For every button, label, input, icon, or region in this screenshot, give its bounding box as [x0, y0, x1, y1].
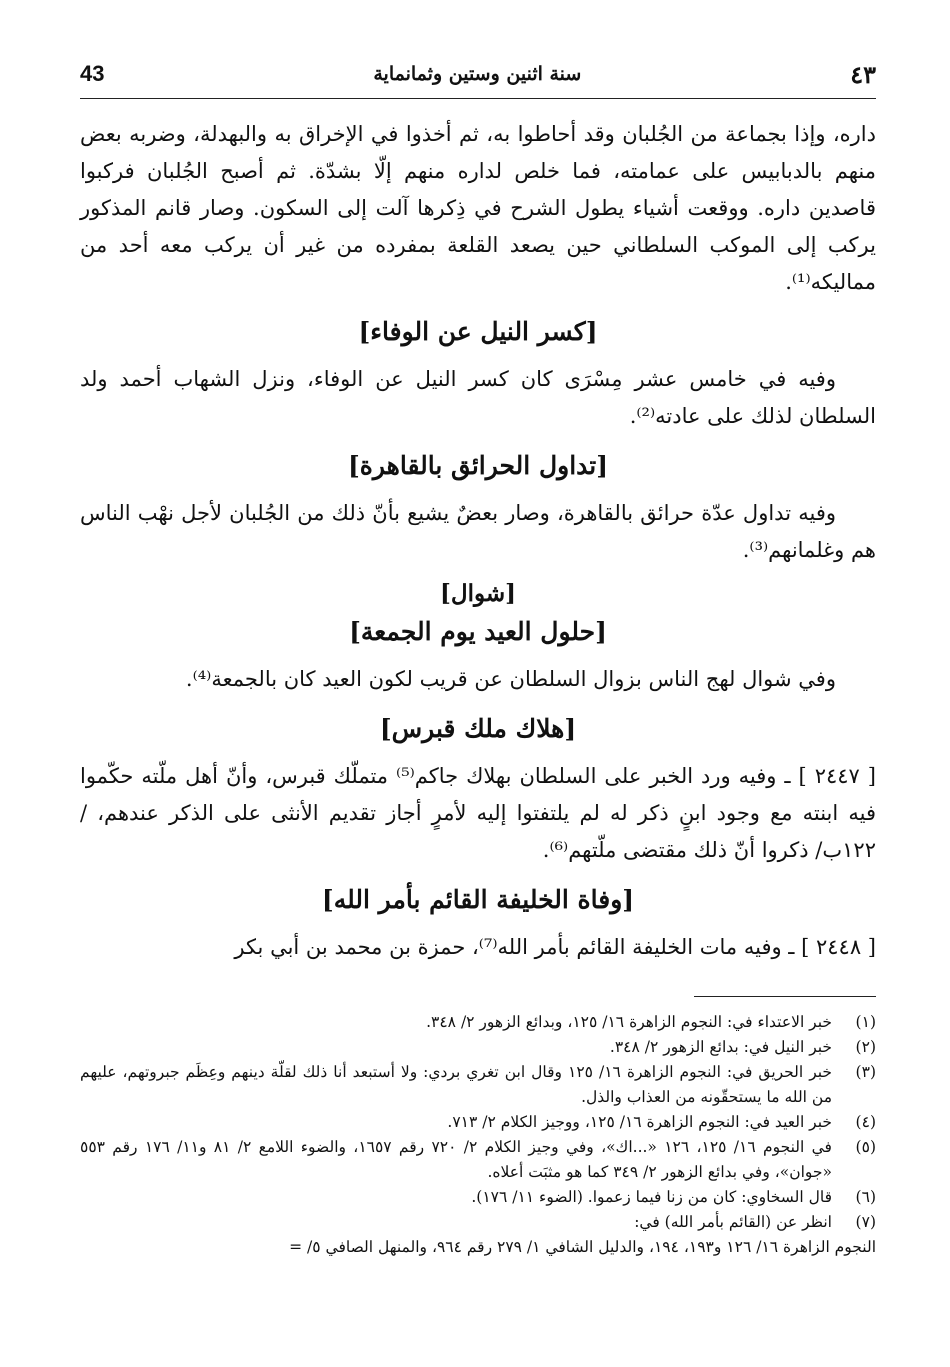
heading-caliph: [وفاة الخليفة القائم بأمر الله] [321, 885, 635, 914]
footnote-6 [80, 1185, 876, 1210]
footnote-number: (٤) [855, 1113, 876, 1131]
footnote-7-continuation: النجوم الزاهرة ١٦/ ١٢٦ و١٩٣، ١٩٤، والدليل الشافي ١/ ٢٧٩ رقم ٩٦٤، والمنهل الصافي ٥/ = [289, 1238, 876, 1256]
heading-fires: [تداول الحرائق بالقاهرة] [347, 451, 609, 480]
heading-eid: [حلول العيد يوم الجمعة] [349, 617, 607, 646]
footnote-number: (٢) [855, 1038, 876, 1056]
header-rule [80, 98, 876, 99]
footnote-number: (٣) [855, 1063, 876, 1081]
heading-shawwal: [شوال] [439, 580, 517, 607]
paragraph-6: [ ٢٤٤٨ ] ـ وفيه مات الخليفة القائم بأمر الله⁽⁷⁾، حمزة بن محمد بن أبي بكر [234, 935, 876, 959]
paragraph-4: وفي شوال لهج الناس بزوال السلطان عن قريب لكون العيد كان بالجمعة⁽⁴⁾. [185, 667, 836, 691]
footnote-4 [80, 1110, 876, 1135]
footnote-number: (٧) [855, 1213, 876, 1231]
page-number-arabic: ٤٣ [850, 59, 876, 89]
footnote-text: خبر الحريق في: النجوم الزاهرة ١٦/ ١٢٥ وقال ابن تغري بردي: ولا أستبعد أنا ذلك لقلّة دينهم وعِظَم جبروتهم، عليهم من الله ما يستحقّونه من العذاب والذل. [80, 1063, 833, 1106]
footnote-text: خبر العيد في: النجوم الزاهرة ١٦/ ١٢٥، ووجيز الكلام ٢/ ٧١٣. [447, 1113, 832, 1131]
running-title: سنة اثنين وستين وثمانماية [373, 63, 582, 85]
book-page [80, 44, 876, 1334]
footnote-3 [80, 1060, 876, 1110]
footnote-2 [80, 1035, 876, 1060]
footnote-text: خبر النيل في: بدائع الزهور ٢/ ٣٤٨. [609, 1038, 832, 1056]
footnote-1 [80, 1010, 876, 1035]
paragraph-1: داره، وإذا بجماعة من الجُلبان وقد أحاطوا به، ثم أخذوا في الإخراق به والبهدلة، وضربه بعض منهم بالدبابيس على عمامته، فما خلص لداره منهم إلّا بشدّة. ثم أصبح الجُلبان فركبوا قاصدين داره. ووقعت أشياء يطول الشرح في ذِكرها آلت إلى السكون. وصار قانم المذكور يركب إلى الموكب السلطاني حين يصعد القلعة بمفرده من غير أن يركب معه أحد من مماليكه⁽¹⁾. [80, 122, 876, 294]
footnote-text: في النجوم ١٦/ ١٢٥، ١٢٦ «...اك»، وفي وجيز الكلام ٢/ ٧٢٠ رقم ١٦٥٧، والضوء اللامع ٢/ ٨١ و١١/ ١٧٦ رقم ٥٥٣ «جوان»، وفي بدائع الزهور ٢/ ٣٤٩ كما هو مثبَت أعلاه. [80, 1138, 832, 1181]
footnote-text: خبر الاعتداء في: النجوم الزاهرة ١٦/ ١٢٥، وبدائع الزهور ٢/ ٣٤٨. [426, 1013, 832, 1031]
heading-cyprus: [هلاك ملك قبرس] [379, 714, 577, 743]
main-text [80, 116, 876, 966]
paragraph-2: وفيه في خامس عشر مِسْرَى كان كسر النيل عن الوفاء، ونزل الشهاب أحمد ولد السلطان لذلك على عادته⁽²⁾. [80, 367, 876, 428]
page-number-latin: 43 [80, 61, 105, 86]
heading-nile-flood: [كسر النيل عن الوفاء] [358, 317, 598, 346]
footnote-number: (٦) [855, 1188, 876, 1206]
footnote-7 [80, 1210, 876, 1235]
page-header [80, 54, 876, 94]
footnote-5 [80, 1135, 876, 1185]
footnote-text: انظر عن (القائم بأمر الله) في: [634, 1213, 832, 1231]
paragraph-3: وفيه تداول عدّة حرائق بالقاهرة، وصار بعضٌ يشيع بأنّ ذلك من الجُلبان لأجل نهْب الناس هم وغلمانهم⁽³⁾. [80, 501, 876, 562]
footnote-separator [694, 996, 876, 997]
footnotes [80, 1010, 876, 1260]
footnote-number: (٥) [855, 1138, 876, 1156]
footnote-number: (١) [855, 1013, 876, 1031]
footnote-text: قال السخاوي: كان من زنا فيما زعموا. (الضوء ١١/ ١٧٦). [471, 1188, 832, 1206]
paragraph-5: [ ٢٤٤٧ ] ـ وفيه ورد الخبر على السلطان بهلاك جاكم⁽⁵⁾ متملّك قبرس، وأنّ أهل ملّته حكّموا فيه ابنته مع وجود ابنٍ ذكر له لم يلتفتوا إليه لأمرٍ أجاز تقديم الأنثى على الذكر عندهم، / ١٢٢ب/ ذكروا أنّ ذلك مقتضى ملّتهم⁽⁶⁾. [80, 764, 876, 862]
